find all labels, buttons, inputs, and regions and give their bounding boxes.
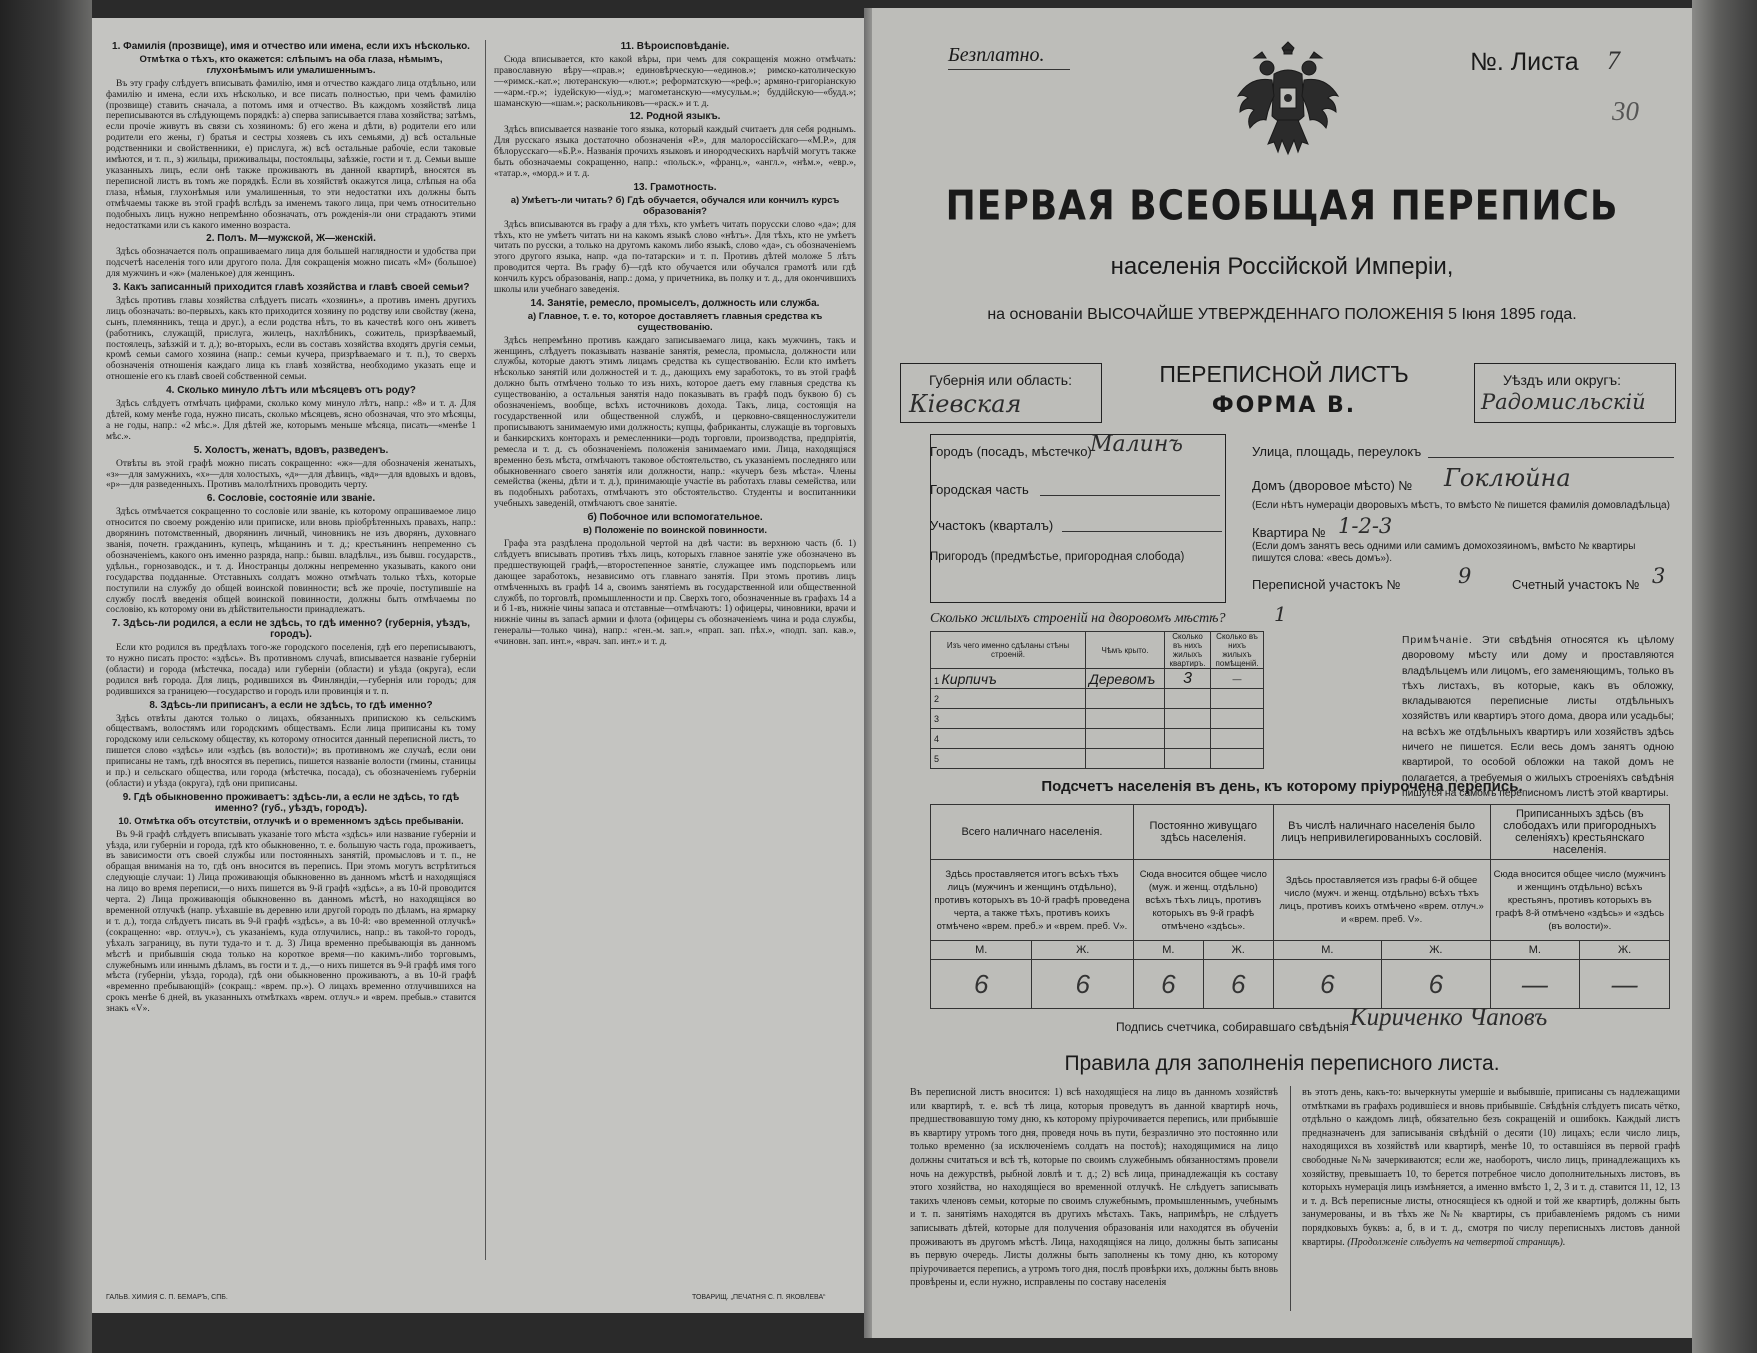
left-column-1 — [106, 40, 476, 1280]
district-box — [1474, 363, 1676, 423]
city-label: Городъ (посадъ, мѣстечко) — [930, 444, 1092, 459]
count-header-row — [931, 805, 1670, 860]
left-column-2 — [494, 40, 856, 1280]
section-text: Здѣсь противъ главы хозяйства слѣдуетъ писать «хозяинъ», а противъ именъ другихъ лицъ обозначать: во-первыхъ, какъ кто приходится хозяину по родству или свойству (жена, сынъ, племянникъ, теща и друг.), а если родства нѣтъ, то въ качествѣ кого онъ живетъ (работникъ, служащій, прислуга, жилецъ, нахлѣбникъ, сожитель, призрѣваемый, постоялецъ, заѣзжій и т. д.); во-вторыхъ, если въ составъ хозяйства входятъ другія семьи, кромѣ семьи самого хозяина (напр.: семьи кучера, призрѣваемаго и т. п.), то сверхъ обозначенія отношенія каждаго лица къ главѣ хозяйства, необходимо указать еще и отношеніе его къ главѣ своей собственной семьи. — [106, 295, 476, 383]
enumerator-signature-label: Подпись счетчика, собиравшаго свѣдѣнія — [1116, 1020, 1349, 1034]
section-heading: б) Побочное или вспомогательное. — [587, 512, 763, 524]
section-heading: 7. Здѣсь-ли родился, а если не здѣсь, то гдѣ именно? (губернія, уѣздъ, городъ). — [111, 618, 471, 641]
free-label: Безплатно. — [948, 44, 1045, 66]
note-label: Примѣчаніе. — [1402, 635, 1473, 646]
street-label: Улица, площадь, переулокъ — [1252, 444, 1422, 459]
enumerator-signature: Кириченко Чаповъ — [1350, 1004, 1548, 1031]
count-header-present: Всего наличнаго населенія. — [931, 805, 1134, 860]
count-value: 6 — [1203, 960, 1273, 1009]
female-label: Ж. — [1580, 941, 1670, 960]
dwellings-table — [930, 631, 1264, 769]
free-underline — [948, 69, 1070, 70]
section-text: Графа эта раздѣлена продольной чертой на двѣ части: въ верхнюю часть (б. 1) слѣдуетъ вписывать противъ тѣхъ лицъ, которыхъ главное занятіе уже обозначено въ предшествующей графѣ,—второстепенное занятіе, служащее имъ подспорьемъ или дающее заработокъ, независимо отъ главнаго занятія. При этомъ противъ лицъ отмѣченныхъ въ графѣ 14 а, своимъ занятіемъ въ государственной или общественной службѣ, по торговлѣ, промышленности и пр. Сверхъ того, обозначенные въ графахъ 14 а и б 1-въ, нижніе чины запаса и отставные—отмѣчаютъ: 1) офицеры, чиновники, врачи и нижніе чины въ запасѣ армии и флота (офицеры съ обозначеніемъ чина и рода службы, генералы—только чина), напр.: «ген.-м. зап.», «прап. зап. пѣх.», «подп. зап. кав.», «чиновн. зап. инт.», «врач. зап. инт.» и т. д. — [494, 538, 856, 648]
section-heading: 5. Холостъ, женатъ, вдовъ, разведенъ. — [193, 444, 389, 456]
left-page — [92, 18, 872, 1313]
male-label: М. — [931, 941, 1032, 960]
rules-divider — [1290, 1086, 1291, 1311]
book-edge-right — [1692, 0, 1757, 1353]
precinct-line — [1062, 531, 1222, 532]
sex-label-row — [931, 941, 1670, 960]
section-subheading: Отмѣтка о тѣхъ, кто окажется: слѣпымъ на оба глаза, нѣмымъ, глухонѣмымъ или умалишеннымъ. — [139, 53, 443, 76]
rules-heading: Правила для заполненія переписного листа. — [1064, 1052, 1500, 1075]
column-divider — [485, 40, 486, 1260]
count-value: 6 — [1133, 960, 1203, 1009]
book-edge-left — [0, 0, 92, 1353]
section-heading: 9. Гдѣ обыкновенно проживаетъ: здѣсь-ли, а если не здѣсь, то гдѣ именно? (губ., уѣздъ, городъ). — [122, 791, 460, 814]
count-value: 6 — [1032, 960, 1133, 1009]
province-label: Губернія или область: — [929, 372, 1072, 388]
section-text: Сюда вписывается, кто какой вѣры, при чемъ для сокращенія можно отмѣчать: православную вѣру—«прав.»; единовѣрческую—«единов.»; римско-католическую—«римск.-кат.»; лютеранскую—«лют.»; реформатскую—«реф.»; армяно-григоріанскую—«арм.-гр.»; іудейскую—«іуд.»; магометанскую—«мусульм.»; буддійскую—«будд.»; шаманскую—«шам.»; раскольниковъ—«раск.» и т. д. — [494, 54, 856, 109]
count-header-nonprivileged: Въ числѣ наличнаго населенія было лицъ непривилегированныхъ сословій. — [1273, 805, 1490, 860]
count-value: 6 — [931, 960, 1032, 1009]
sheet-number-value: 7 — [1607, 46, 1620, 75]
table-row — [931, 709, 1264, 729]
form-title: ПЕРЕПИСНОЙ ЛИСТЪ — [1159, 361, 1409, 387]
dw-header-walls: Изъ чего именно сдѣланы стѣны строеній. — [931, 632, 1086, 669]
female-label: Ж. — [1032, 941, 1133, 960]
dwellings-question: Сколько жилыхъ строеній на дворовомъ мѣстѣ? — [930, 611, 1226, 626]
rules-column-2 — [1302, 1086, 1680, 1318]
section-subheading: а) Главное, т. е. то, которое доставляетъ главныя средства къ существованію. — [527, 310, 823, 333]
male-label: М. — [1273, 941, 1381, 960]
section-text: Здѣсь вписывается названіе того языка, который каждый считаетъ для себя роднымъ. Для русскаго языка достаточно обозначенія «Р.», для малороссійскаго—«М.Р.», для бѣлорусскаго—«Б.Р.». Названія прочихъ языковъ и инородческихъ нарѣчій могутъ также быть обозначаемы сокращенно, напр.: «польск.», «франц.», «англ.», «нѣм.», «евр.», «татар.», «морд.» и т. д. — [494, 125, 856, 179]
sheet-number-label: №. Листа — [1470, 48, 1579, 76]
count-header-peasant: Приписанныхъ здѣсь (въ слободахъ или пригородныхъ селеніяхъ) крестьянскаго населенія. — [1490, 805, 1669, 860]
apartment-value: 1-2-3 — [1338, 514, 1393, 538]
archive-number: 30 — [1612, 96, 1639, 126]
section-heading: 13. Грамотность. — [633, 181, 717, 193]
count-value: 6 — [1382, 960, 1490, 1009]
dw-header-roof: Чѣмъ крыто. — [1086, 632, 1165, 669]
roof-value: Деревомъ — [1086, 669, 1165, 689]
printer-footer-right: ТОВАРИЩ. „ПЕЧАТНЯ С. П. ЯКОВЛЕВА“ — [692, 1294, 826, 1301]
count-value: 6 — [1273, 960, 1381, 1009]
section-heading: 4. Сколько минуло лѣтъ или мѣсяцевъ отъ роду? — [166, 385, 416, 397]
count-value: — — [1580, 960, 1670, 1009]
street-line — [1428, 457, 1674, 458]
table-row — [931, 729, 1264, 749]
province-value: Кіевская — [909, 390, 1022, 418]
section-text: Здѣсь непремѣнно противъ каждаго записываемаго лица, какъ мужчинъ, такъ и женщинъ, слѣдуетъ показывать названіе занятія, ремесла, промысла, должности или службы, которые даютъ этимъ лицамъ средства къ существованію. Если кто имѣетъ нѣсколько занятій или должностей и т. д., дающихъ ему заработокъ, то въ этой графѣ должно быть отмѣчено только то изъ нихъ, которое даетъ ему главныя средства къ существованію, а остальныя занятія надо показывать въ графѣ подъ буквою б) съ обозначеніемъ, вообще, всѣхъ источниковъ дохода. Такъ, лица, состоящія на государственной или общественной службѣ, и церковно-священнослужители прописываютъ занимаемую ими должность; купцы, фабриканты, служащіе въ торговыхъ и банкирскихъ конторахъ и ремесленники—родъ торговли, производства, предпріятія, ремесла и т. д. съ обозначеніемъ положенія занимаемаго ими. Лица, находящіяся временно безъ мѣста, отмѣчаютъ таковое обстоятельство, съ указаніемъ последняго или обыкновеннаго своего занятія или должности, напр.: «кучеръ безъ мѣста». Члены семейства (жены, дѣти и т. д.), принимающіе участіе въ работахъ главы семейства, или въ подобныхъ работахъ, отмѣчаютъ это обстоятельство. Студенты и воспитанники учебныхъ заведеній, отмѣчаютъ свое занятіе. — [494, 335, 856, 510]
double-headed-eagle-emblem — [1234, 36, 1342, 162]
table-row — [931, 749, 1264, 769]
dwellings-header-row — [931, 632, 1264, 669]
census-basis: на основаніи ВЫСОЧАЙШЕ УТВЕРЖДЕННАГО ПОЛОЖЕНІЯ 5 Іюня 1895 года. — [987, 306, 1577, 323]
rules-column-1: Въ переписной листъ вносится: 1) всѣ находящіеся на лицо въ данномъ хозяйствѣ или квартирѣ, т. е. всѣ тѣ лица, которыя проведутъ въ данной квартирѣ ночь, предшествовавшую тому дню, къ которому пріурочивается перепись, или прибывшіе въ квартиру утромъ того дня, проведя ночь въ пути, безразлично это постоянно или только временно (за исключеніемъ солдатъ на постоѣ); находящимися на лицо должны считаться и всѣ тѣ, которые по своимъ служебнымъ обязанностямъ провели ночь на дежурствѣ, рыбной ловлѣ и т. д.; 2) всѣ лица, принадлежащія къ составу этого хозяйства, но находящіеся во временной отлучкѣ. Не слѣдуетъ записывать такихъ членовъ семьи, которые по своимъ служебнымъ, промышленнымъ, учебнымъ и т. п. занятіямъ находятся въ другихъ мѣстахъ. Такъ, напримѣръ, не слѣдуетъ записывать дѣтей, которые для получения образованія или находятся въ обученіи проживаютъ въ другомъ мѣстѣ. Лица, находящіяся на лицо, должны быть записаны въ первую очередь. Листы должны быть заполнены къ тому дню, къ которому пріурочивается перепись, а утромъ того дня, послѣ провѣрки ихъ, должны быть вновь провѣрены и, если нужно, исправлены по составу населенія — [910, 1087, 1278, 1289]
printer-footer-left: ГАЛЬВ. ХИМИЯ С. П. БЕМАРЪ, СПБ. — [106, 1294, 228, 1301]
section-subheading: а) Умѣетъ-ли читать? б) Гдѣ обучается, обучался или кончилъ курсъ образованія? — [510, 194, 840, 217]
rules-continue-note: (Продолженіе слѣдуетъ на четвертой страницѣ). — [1347, 1236, 1566, 1248]
right-page — [872, 8, 1692, 1338]
female-label: Ж. — [1382, 941, 1490, 960]
section-heading: 8. Здѣсь-ли приписанъ, а если не здѣсь, то гдѣ именно? — [149, 699, 433, 711]
count-description-row — [931, 860, 1670, 941]
count-district-label: Счетный участокъ № — [1512, 577, 1640, 592]
district-value: Радомисльскій — [1481, 390, 1646, 414]
walls-value: Кирпичъ — [941, 670, 997, 687]
note-text: Эти свѣдѣнія относятся къ цѣлому дворовому мѣсту или дому и проставляются владѣльцемъ или лицомъ, его заменяющимъ, только въ тѣхъ листахъ, въ которые, какъ въ обложку, вкладываются переписные листы отдѣльныхъ хозяйствъ или квартиръ этого дома, двора или усадьбы; на всѣхъ же отдѣльныхъ квартиръ или хозяйствъ здѣсь ничего не пишется. Если весь домъ занятъ одною квартирой, то особой обложки на такой домъ не полагается, а требуемыя о жилыхъ строеніяхъ свѣдѣнія пишутся на самомъ переписномъ листѣ этой квартиры. — [1402, 635, 1674, 799]
census-subtitle: населенія Россійской Имперіи, — [1110, 253, 1454, 280]
house-label: Домъ (дворовое мѣсто) № — [1252, 478, 1413, 493]
suburb-label: Пригородъ (предмѣстье, пригородная слобода) — [930, 551, 1185, 563]
house-note: (Если нѣтъ нумераціи дворовыхъ мѣстъ, то вмѣсто № пишется фамилія домовладѣльца) — [1252, 500, 1670, 511]
section-heading: 11. Вѣроисповѣданіе. — [620, 41, 730, 52]
section-text: Въ эту графу слѣдуетъ вписывать фамилію, имя и отчество каждаго лица отдѣльно, или фамилію и имена, если ихъ нѣсколько, и все писать полностью, при чемъ фамилію (прозвище) ставить сначала, а потомъ имя и отчество. Въ каждомъ хозяйствѣ лица переписываются въ слѣдующемъ порядкѣ: а) сперва записывается глава хозяйства; затѣмъ, если прочіе живутъ въ связи съ хозяиномъ: б) его жена и дѣти, в) родители его или родители его жены, г) братья и сестры хозяевъ съ ихъ семьями, д) всѣ остальные родственники и свойственники, е) прислуга, ж) всѣ остальные рабочіе, если таковые имѣются, и т. п., з) жильцы, приживальцы, постояльцы, заѣзжіе, гости и т. д. Семьи выше указанныхъ лицъ, если онѣ также проживаютъ въ данной квартирѣ, вносятся въ переписной листъ въ томъ же порядкѣ. Если въ хозяйствѣ окажутся лица, слѣпыя на оба глаза, нѣмыя, глухонѣмыя или умалишенныя, то эти недостатки ихъ должны быть отмѣчаемы также въ этой графѣ вслѣдъ за именемъ такого лица, при чемъ относительно подобныхъ лицъ нужно непремѣнно обозначать, отъ рожденія-ли они страдаютъ этими недостатками или съ какого именно возраста. — [106, 78, 476, 231]
province-box — [900, 363, 1102, 423]
section-heading: 6. Сословіе, состояніе или званіе. — [206, 493, 376, 505]
apartments-value: 3 — [1165, 669, 1211, 689]
house-value: Гоклюйна — [1444, 464, 1571, 492]
population-count-table — [930, 804, 1670, 1009]
section-heading: 1. Фамилія (прозвище), имя и отчество или имена, если ихъ нѣсколько. — [112, 41, 470, 52]
section-text: Здѣсь обозначается полъ опрашиваемаго лица для большей наглядности и удобства при подсчетѣ населенія того или другого пола. Для сокращенія можно писать «М» (большое) для мужчинъ и «ж» (маленькое) для женщинъ. — [106, 247, 476, 280]
section-text: Здѣсь отмѣчается сокращенно то сословіе или званіе, къ которому опрашиваемое лицо относится по своему рожденію или приписке, или вновь пріобрѣтенныхъ правахъ, напр.: дворянинъ потомственный, дворянинъ личный, чиновникъ не изъ дворянъ, духовнаго званія, почетн. гражданинъ, купецъ, мѣщанинъ и т. д.; крестьянинъ непременно съ обозначеніемъ, какого онъ именно разряда, напр.: бывш. владѣльч., изъ бывш. государств., удѣльн., горнозаводск., и т. д. Иностранцы должны непременно указывать, какого они государства подданные. Отставныхъ солдатъ можно отмѣчать только тѣхъ, которые поступили на службу до общей воинской повинности; всѣ же прочіе, поступившіе на службу послѣ введенія общей воинской повинности, должны быть отмѣчаемы по сословію, къ которому они въ дѣйствительности принадлежатъ. — [106, 507, 476, 616]
section-text: Здѣсь вписываются въ графу а для тѣхъ, кто умѣетъ читать порусски слово «да»; для тѣхъ, кто не умѣетъ читать ни на какомъ языкѣ слово «нѣтъ». Для тѣхъ, кто не умѣетъ читать по русски, а только на другомъ какомъ либо языкѣ, слово «да», съ обозначеніемъ этого другого языка, напр. «да по-татарски» и т. п. Противъ дѣтей моложе 5 лѣтъ проводится черта. Въ графу б)—гдѣ кто обучается или обучался грамотѣ или гдѣ кончилъ курсъ образованія, напр.: дома, у причетника, въ полку и т. д., для окончившихъ школы или учебнаго заведенія. — [494, 219, 856, 296]
male-label: М. — [1490, 941, 1580, 960]
apartment-note: (Если домъ занятъ весь одними или самимъ домохозяиномъ, вмѣсто № квартиры пишутся слова: «весь домъ»). — [1252, 541, 1636, 564]
rooms-value: — — [1211, 669, 1264, 689]
count-desc-4: Сюда вносится общее число (мужчинъ и женщинъ отдѣльно) всѣхъ крестьянъ, противъ которыхъ въ графѣ 8-й отмѣчено «здѣсь» и «здѣсь (въ волости)». — [1490, 860, 1669, 941]
population-count-heading: Подсчетъ населенія въ день, къ которому пріурочена перепись. — [1041, 778, 1523, 795]
section-heading: 3. Какъ записанный приходится главѣ хозяйства и главѣ своей семьи? — [112, 282, 470, 294]
count-value: — — [1490, 960, 1580, 1009]
table-row — [931, 669, 1264, 689]
count-desc-3: Здѣсь проставляется изъ графы 6-й общее число (мужч. и женщ. отдѣльно) всѣхъ тѣхъ лицъ, противъ коихъ отмѣчено «врем. отлуч.» и «врем. преб. V». — [1273, 860, 1490, 941]
male-label: М. — [1133, 941, 1203, 960]
form-letter: ФОРМА В. — [1211, 393, 1357, 418]
city-part-label: Городская часть — [930, 482, 1029, 497]
row-number: 5 — [931, 749, 1086, 769]
section-text: Отвѣты въ этой графѣ можно писать сокращенно: «ж»—для обозначенія женатыхъ, «з»—для замужнихъ, «х»—для холостыхъ, «д»—для дѣвицъ, «вд»—для вдовыхъ и вдовъ, «р»—для разведенныхъ. Противъ малолѣтнихъ проводить черту. — [106, 458, 476, 491]
rules-column-2-text: въ этотъ день, какъ-то: вычеркнуты умершіе и выбывшіе, приписаны съ надлежащими отмѣтками въ графахъ родившіеся и вновь прибывшіе. Свѣдѣнія слѣдуетъ писать чётко, отдѣльно о каждомъ лицѣ, обязательно безъ сокращеній и ошибокъ. Каждый листъ предназначенъ для записыванія свѣдѣній о десяти (10) лицахъ; если число лицъ, находящихся въ хозяйствѣ или квартирѣ, менѣе 10, то оставшіяся въ первой графѣ свободные №№ зачеркиваются; если же, наоборотъ, число лицъ, принадлежащихъ къ хозяйству, превышаетъ 10, то берется потребное число дополнительныхъ листовъ, въ которыхъ нумерація лицъ измѣняется, а именно вмѣсто 1, 2, 3 и т. д. ставится 11, 12, 13 и т. д. Всѣ переписные листы, относящіеся къ одной и той же квартирѣ, должны быть занумерованы, и въ тѣхъ же №№ квартиры, съ прибавленіемъ рядомъ съ ними порядковыхъ буквъ: а, б, в и т. д., смотря по числу переписныхъ листовъ данной квартиры. — [1302, 1087, 1680, 1248]
count-values-row — [931, 960, 1670, 1009]
census-district-label: Переписной участокъ № — [1252, 577, 1401, 592]
row-number: 1 — [934, 675, 940, 686]
census-title: ПЕРВАЯ ВСЕОБЩАЯ ПЕРЕПИСЬ — [945, 182, 1619, 231]
row-number: 2 — [931, 689, 1086, 709]
count-desc-1: Здѣсь проставляется итогъ всѣхъ тѣхъ лицъ (мужчинъ и женщинъ отдѣльно), противъ которыхъ въ 10-й графѣ проведена черта, а также тѣхъ, противъ коихъ отмѣчено «врем. преб.» и «врем. преб. V». — [931, 860, 1134, 941]
census-district-value: 9 — [1458, 564, 1472, 588]
row-number: 3 — [931, 709, 1086, 729]
row-number: 4 — [931, 729, 1086, 749]
section-heading: 14. Занятіе, ремесло, промыселъ, должность или служба. — [530, 297, 820, 309]
section-heading: 12. Родной языкъ. — [629, 111, 721, 123]
city-part-line — [1040, 495, 1220, 496]
female-label: Ж. — [1203, 941, 1273, 960]
count-desc-2: Сюда вносится общее число (муж. и женщ. отдѣльно) всѣхъ тѣхъ лицъ, противъ которыхъ въ 9-й графѣ отмѣчено «здѣсь». — [1133, 860, 1273, 941]
dw-header-apartments: Сколько въ нихъ жилыхъ квартиръ. — [1165, 632, 1211, 669]
section-text: Здѣсь слѣдуетъ отмѣчать цифрами, сколько кому минуло лѣтъ, напр.: «8» и т. д. Для дѣтей, кому менѣе года, нужно писать, сколько мѣсяцевъ, ясно обозначая, что это мѣсяцы, а не годы, напр.: «2 мѣс.». Для дѣтей же, которымъ меньше мѣсяца, писать—«менѣе 1 мѣс.». — [106, 399, 476, 442]
district-label: Уѣздъ или округъ: — [1503, 372, 1622, 388]
count-header-permanent: Постоянно живущаго здѣсь населенія. — [1133, 805, 1273, 860]
count-district-value: 3 — [1652, 564, 1666, 588]
precinct-label: Участокъ (кварталъ) — [930, 518, 1054, 533]
section-text: Въ 9-й графѣ слѣдуетъ вписывать указаніе того мѣста «здѣсь» или название губерніи и уѣзда, или губерніи и города, гдѣ кто обыкновенно, т. е. большую часть года, проживаетъ, въ зависимости отъ своей службы или постоянныхъ занятій, промысловъ и т. п., не обращая вниманія на то, гдѣ онъ вносится въ перепись. При этомъ могутъ встрѣтиться следующіе случаи: 1) Лица проживающія обыкновенно въ данномъ мѣстѣ и находящіяся на лицо во время переписи,—о нихъ пишется въ 9-й графѣ «здѣсь», а въ 10-й проводится черта. 2) Лица проживающія обыкновенно въ данномъ мѣстѣ, но находящіяся во временной отлучкѣ (напр. уѣхавшіе въ деревню или другой городъ по дѣламъ, на ярмарку и т. д.), тогда слѣдуетъ писать въ 9-й графѣ «здѣсь», а въ 10-й: «во временной отлучкѣ» (сокращенно: «вр. отлуч.»), съ указаніемъ, куда отлучились, напр.: въ такой-то городъ, уѣхалъ заграницу, въ пути туда-то и т. д. 3) Лица временно пребывающія въ данномъ мѣстѣ и прибывшія сюда только на короткое время—по какимъ-либо торговымъ, служебнымъ или иннымъ дѣламъ, въ гости и т. д.,—о нихъ пишется въ 9-й графѣ имя того мѣста (губерніи, уѣзда, города), гдѣ они обыкновенно проживаютъ, а въ 10-й графѣ «временно пребывающій» (сокращ.: «врем. пр.»). О лицахъ временно отлучившихся на срокъ менѣе 6 дней, въ указанныхъ отмѣткахъ «врем. отлуч.» и «врем. пребыв.» ставится знакъ «V». — [106, 829, 476, 1015]
table-row — [931, 689, 1264, 709]
section-text: Если кто родился въ предѣлахъ того-же городского поселенія, гдѣ его переписываютъ, то нужно писать просто: «здѣсь». Въ противномъ случаѣ, вписывается названіе губерніи (области) и города (мѣстечка, посада) или губерніи (области) и уѣзда (округа), если родился внѣ города. Для лицъ, родившихся въ Финляндіи,—губернія или городъ; для родившихся за границею—государство и городъ или провинція и т. п. — [106, 643, 476, 697]
dwellings-value: 1 — [1274, 602, 1287, 626]
section-subheading: в) Положеніе по воинской повинности. — [582, 525, 768, 537]
note-block — [1402, 633, 1674, 801]
city-value: Малинъ — [1090, 432, 1183, 457]
apartment-label: Квартира № — [1252, 525, 1326, 540]
section-text: Здѣсь отвѣты даются только о лицахъ, обязанныхъ припискою къ сельскимъ обществамъ, волостямъ или городскимъ обществамъ. Если лица приписаны къ тому городскому или сельскому обществу, къ которому относится данный переписной листъ, то пишется слово «здѣсь» или «здѣсь (въ волости)»; въ противномъ же случаѣ, если они приписаны не тамъ, гдѣ вносятся въ перепись, пишется названіе волости (гмины, станицы и пр.) и сельскаго общества, или города (мѣстечка, посада), съ обозначеніемъ губерніи (области) и уѣзда (округа), гдѣ они приписаны. — [106, 713, 476, 789]
section-heading: 2. Полъ. М—мужской, Ж—женскій. — [206, 233, 376, 245]
dw-header-rooms: Сколько въ нихъ жилыхъ помѣщеній. — [1211, 632, 1264, 669]
section-subheading: 10. Отмѣтка объ отсутствіи, отлучкѣ и о временномъ здѣсь пребываніи. — [118, 815, 464, 827]
